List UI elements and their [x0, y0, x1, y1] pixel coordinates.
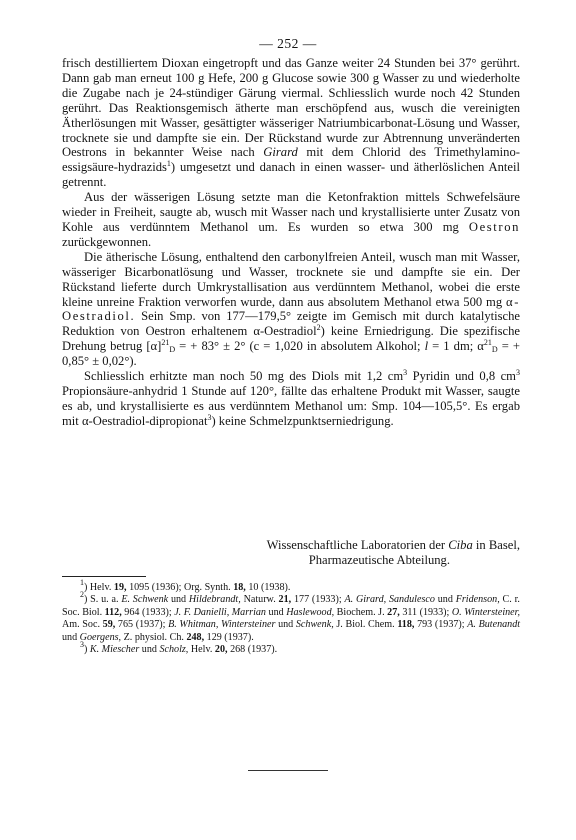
unit-exponent-1: 3: [403, 368, 408, 378]
paragraph-3-text-e: = 1 dm; α: [432, 339, 484, 354]
footnote-journal: Naturw.: [243, 594, 276, 606]
footnote-1-volume: 19,: [113, 582, 127, 593]
footnote-pages: 268 (1937).: [230, 644, 278, 656]
paragraph-2-text-b: zurückgewonnen.: [62, 234, 152, 249]
signature-text-b: in Basel,: [475, 538, 520, 552]
rotation-temp-2: 21: [483, 338, 492, 348]
unit-exponent-2: 3: [515, 368, 520, 378]
footnote-3-mark: 3: [80, 640, 84, 650]
signature-line-1: [62, 538, 520, 553]
end-rule: [248, 770, 328, 771]
compound-oestron: Oestron: [468, 219, 520, 234]
footnote-1-mark: 1: [80, 578, 84, 587]
footnote-journal: Am. Soc.: [62, 619, 100, 631]
footnote-volume: 21,: [278, 594, 292, 606]
path-length-symbol: l: [424, 339, 429, 354]
paragraph-3-text-c: ) keine Erniedrigung. Die spezifische Drehung betrug [α]: [62, 324, 520, 354]
paragraph-3: [62, 250, 520, 369]
footnote-pages: 765 (1937);: [117, 619, 166, 631]
footnote-journal: Z. physiol. Ch.: [123, 631, 184, 643]
footnote-author: Hildebrandt,: [188, 594, 241, 606]
footnote-pages: 311 (1933);: [402, 606, 450, 618]
footnote-author: Haslewood,: [286, 606, 335, 618]
footnote-pages: 177 (1933);: [293, 594, 342, 606]
footnote-author: K. Miescher: [89, 644, 140, 656]
footnote-author: O. Wintersteiner,: [451, 606, 520, 618]
footnote-ref-1: 1: [166, 159, 171, 169]
paragraph-4-text-c: Propionsäure-anhydrid 1 Stunde auf 120°, fällte das erhaltene Produkt mit Wasser, saugte es ab, und krystallisierte es aus verdünntem Methanol um: Smp. 104—105,5°. Es ergab mit α-Oestradiol-dipropionat: [62, 383, 520, 428]
affiliation-signature: [62, 538, 520, 568]
paragraph-3-text: Die ätherische Lösung, enthaltend den carbonylfreien Anteil, wusch man mit Wasser, wässeriger Bicarbonatlösung und Wasser, trocknete sie und dampfte sie ein. Der Rückstand lieferte durch Umkrystallisation aus verdünntem Methanol, wobei die erste kleine unreine Fraktion verworfen wurde, dann aus absolutem Methanol etwa 500 mg: [62, 249, 520, 309]
footnote-volume: 20,: [214, 644, 228, 656]
footnote-pages: 129 (1937).: [206, 631, 254, 643]
footnote-pages: 964 (1933);: [124, 606, 172, 618]
footnote-volume: 248,: [186, 631, 205, 643]
footnote-conj: und: [268, 606, 284, 618]
footnote-2-mark: 2: [80, 590, 84, 600]
footnote-1-text-c: 10 (1938).: [248, 582, 291, 593]
footnote-conj: und: [62, 631, 78, 643]
footnote-1: [62, 578, 520, 594]
footnote-pages: 793 (1937);: [417, 619, 465, 631]
footnote-conj: und: [141, 644, 157, 656]
footnote-journal: C. r. Soc. Biol.: [62, 594, 520, 618]
footnote-2: [62, 590, 521, 644]
footnote-author: Goergens,: [79, 631, 122, 643]
footnote-journal: Biochem. J.: [336, 606, 385, 618]
rotation-temp-1: 21: [161, 338, 170, 348]
footnote-author: B. Whitman, Wintersteiner: [168, 619, 276, 631]
footnotes: [62, 578, 521, 656]
footnote-journal: Helv.: [190, 644, 213, 656]
company-ciba: Ciba: [448, 538, 473, 552]
footnote-1-text-b: 1095 (1936); Org. Synth.: [129, 582, 231, 593]
footnote-conj: und: [170, 594, 187, 606]
footnote-author: J. F. Danielli, Marrian: [174, 606, 266, 618]
footnote-journal: J. Biol. Chem.: [336, 619, 395, 631]
paragraph-4-text-b: Pyridin und 0,8 cm: [412, 369, 516, 384]
footnote-author: Scholz,: [159, 644, 189, 656]
paragraph-1-text: frisch destilliertem Dioxan eingetropft und das Ganze weiter 24 Stunden bei 37° gerührt. Dann gab man erneut 100 g Hefe, 200 g Glucose sowie 300 g Wasser zu und wiederholte die Zugabe nach je 24-stündiger Gärung viermal. Schliesslich wurde noch 42 Stunden gerührt. Das Reaktionsgemisch ätherte man erschöpfend aus, wusch die vereinigten Ätherlösungen mit Wasser, gesättigter wässeriger Natriumbicarbonat-Lösung und Wasser, trocknete sie und dampfte sie ein. Der Rückstand wurde zur Abtrennung unveränderten Oestrons in bekannter Weise nach: [62, 56, 520, 160]
paragraph-4-text-d: ) keine Schmelzpunktserniedrigung.: [211, 413, 394, 428]
footnote-volume: 59,: [102, 619, 116, 631]
rotation-line-2: D: [491, 345, 498, 355]
footnote-author: A. Butenandt: [467, 619, 521, 631]
footnote-ref-3: 3: [207, 412, 212, 422]
footnote-conj: und: [278, 619, 294, 631]
signature-text-a: Wissenschaftliche Laboratorien der: [266, 538, 446, 552]
page-number: — 252 —: [259, 36, 317, 51]
footnote-volume: 118,: [397, 619, 415, 631]
footnote-3-text: ): [84, 644, 88, 656]
footnote-author: A. Girard, Sandulesco: [344, 594, 435, 606]
compound-oestradiol: α-Oestradiol.: [62, 294, 521, 324]
footnote-separator: [62, 576, 146, 577]
paragraph-3-text-d: = + 83° ± 2° (c = 1,020 in absolutem Alkohol;: [179, 339, 421, 354]
main-text: [62, 56, 520, 429]
footnote-author: Schwenk,: [295, 619, 334, 631]
footnote-conj: und: [437, 594, 453, 606]
footnote-ref-2: 2: [316, 323, 321, 333]
signature-line-2: Pharmazeutische Abteilung.: [308, 553, 450, 567]
footnote-author: Fridenson,: [455, 594, 500, 606]
paragraph-1: [62, 56, 520, 190]
footnote-volume: 27,: [387, 606, 400, 618]
author-girard: Girard: [263, 145, 298, 160]
footnote-3: [62, 640, 520, 656]
paragraph-1-text-c: ) umgesetzt und danach in einen wasser- und ätherlöslichen Anteil getrennt.: [62, 160, 520, 190]
paragraph-3-text-b: Sein Smp. von 177—179,5° zeigte im Gemisch mit durch katalytische Reduktion von Oestron erhaltenem α-Oestradiol: [62, 309, 520, 339]
paragraph-1-text-b: mit dem Chlorid des Trimethylamino-essigsäure-hydrazids: [62, 145, 520, 175]
paragraph-4: [62, 369, 520, 429]
footnote-2-text: ) S. u. a.: [84, 594, 119, 606]
rotation-line-1: D: [169, 345, 176, 355]
paragraph-3-text-f: = + 0,85° ± 0,02°).: [62, 339, 520, 369]
footnote-author: E. Schwenk: [121, 594, 169, 606]
footnote-1-text: ) Helv.: [84, 582, 112, 593]
footnote-volume: 112,: [104, 606, 122, 618]
footnote-1-volume-2: 18,: [233, 582, 246, 593]
paragraph-4-text: Schliesslich erhitzte man noch 50 mg des Diols mit 1,2 cm: [84, 369, 404, 384]
paragraph-2-text: Aus der wässerigen Lösung setzte man die Ketonfraktion mittels Schwefelsäure wieder in Freiheit, saugte ab, wusch mit Wasser nach und krystallisierte unter Zusatz von Kohle aus verdünntem Methanol um. Es wurden so etwa 300 mg: [62, 190, 520, 234]
paragraph-2: [62, 190, 520, 250]
